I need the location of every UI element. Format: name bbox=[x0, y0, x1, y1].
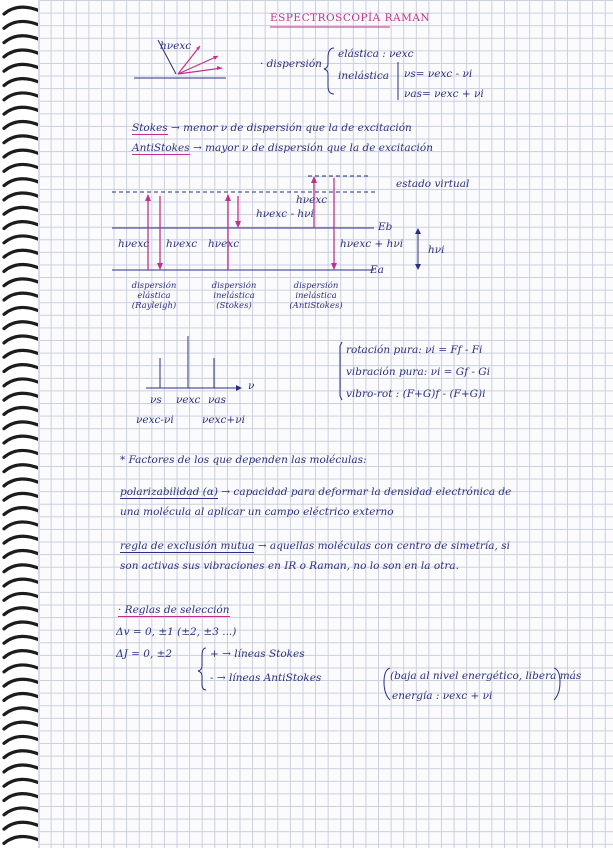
spiral-coil bbox=[4, 365, 40, 372]
spiral-coil bbox=[4, 651, 40, 658]
selection-brace bbox=[38, 0, 613, 720]
selection-note2: energía : νexc + νi bbox=[392, 690, 493, 702]
spiral-coil bbox=[4, 479, 40, 486]
spiral-coil bbox=[4, 150, 40, 157]
antistokes-term: AntiStokes bbox=[132, 142, 190, 154]
spiral-coil bbox=[4, 665, 40, 672]
factors-heading: * Factores de los que dependen las moléculas: bbox=[120, 454, 367, 466]
spiral-coil bbox=[4, 465, 40, 472]
formula-vibration: vibración pura: νi = Gf - Gi bbox=[346, 366, 491, 378]
notebook-page bbox=[38, 0, 613, 848]
spiral-coil bbox=[4, 164, 40, 171]
antistokes-text: → mayor ν de dispersión que la de excitación bbox=[192, 142, 433, 154]
spiral-coil bbox=[4, 7, 40, 14]
selection-note1: (baja al nivel energético, libera más bbox=[390, 670, 582, 682]
rayleigh-caption: dispersión elástica (Rayleigh) bbox=[131, 281, 177, 311]
spiral-coil bbox=[4, 536, 40, 543]
inelastic-label: inelástica bbox=[338, 70, 390, 82]
spiral-coil bbox=[4, 250, 40, 257]
nu-as-formula: νas= νexc + νi bbox=[404, 88, 484, 100]
spiral-coil bbox=[4, 193, 40, 200]
eb-label: Eb bbox=[378, 221, 393, 233]
spiral-coil bbox=[4, 422, 40, 429]
spiral-coil bbox=[4, 722, 40, 729]
spiral-coil bbox=[4, 79, 40, 86]
spiral-coil bbox=[4, 93, 40, 100]
spiral-coil bbox=[4, 579, 40, 586]
spiral-coil bbox=[4, 265, 40, 272]
spiral-coil bbox=[4, 622, 40, 629]
spiral-coil bbox=[4, 293, 40, 300]
scatter-hv-exc: hνexc bbox=[160, 40, 192, 52]
selection-dj: ΔJ = 0, ±2 bbox=[116, 648, 173, 660]
spiral-coil bbox=[4, 636, 40, 643]
selection-minus: - → líneas AntiStokes bbox=[210, 672, 322, 684]
spiral-coil bbox=[4, 551, 40, 558]
rayleigh-hv-out: hνexc bbox=[166, 238, 198, 250]
selection-heading: · Reglas de selección bbox=[118, 604, 230, 616]
antistokes-hv-out: hνexc + hνi bbox=[340, 238, 404, 250]
selection-plus: + → líneas Stokes bbox=[210, 648, 305, 660]
spiral-coil bbox=[4, 765, 40, 772]
spectrum-below-as: νexc+νi bbox=[202, 414, 245, 426]
elastic-label: elástica : νexc bbox=[338, 48, 414, 60]
antistokes-hv-in: hνexc bbox=[296, 194, 328, 206]
spiral-coil bbox=[4, 322, 40, 329]
formula-rotation: rotación pura: νi = Ff - Fi bbox=[346, 344, 483, 356]
spiral-coil bbox=[4, 679, 40, 686]
rayleigh-hv-in: hνexc bbox=[118, 238, 150, 250]
spiral-coil bbox=[4, 207, 40, 214]
spiral-coil bbox=[4, 36, 40, 43]
spectrum-nu-s: νs bbox=[150, 394, 162, 406]
spectrum-axis-label: ν bbox=[248, 380, 255, 392]
spiral-coil bbox=[4, 236, 40, 243]
spiral-coil bbox=[4, 107, 40, 114]
spiral-coil bbox=[4, 336, 40, 343]
spiral-coil bbox=[4, 694, 40, 701]
selection-dv: Δv = 0, ±1 (±2, ±3 ...) bbox=[116, 626, 237, 638]
spiral-coil bbox=[4, 608, 40, 615]
spiral-coil bbox=[4, 307, 40, 314]
spectrum-nu-as: νas bbox=[208, 394, 227, 406]
spiral-coil bbox=[4, 508, 40, 515]
spiral-coil bbox=[4, 808, 40, 815]
formula-vibrorot: vibro-rot : (F+G)f - (F+G)i bbox=[346, 388, 486, 400]
spectrum-nu-exc: νexc bbox=[176, 394, 201, 406]
spiral-coil bbox=[4, 279, 40, 286]
polarizability-text1: → capacidad para deformar la densidad electrónica de bbox=[221, 486, 512, 498]
stokes-caption: dispersión inelástica (Stokes) bbox=[211, 281, 257, 311]
spiral-coil bbox=[4, 179, 40, 186]
spiral-coil bbox=[4, 736, 40, 743]
spiral-coil bbox=[4, 593, 40, 600]
spiral-coil bbox=[4, 837, 40, 844]
spiral-coil bbox=[4, 822, 40, 829]
spiral-coil bbox=[4, 436, 40, 443]
spiral-coil bbox=[4, 379, 40, 386]
spiral-coil bbox=[4, 21, 40, 28]
spiral-coil bbox=[4, 751, 40, 758]
spiral-coil bbox=[4, 50, 40, 57]
stokes-text: → menor ν de dispersión que la de excitación bbox=[171, 122, 412, 134]
spiral-coil bbox=[4, 708, 40, 715]
stokes-hv-out: hνexc - hνi bbox=[256, 208, 314, 220]
spiral-coil bbox=[4, 408, 40, 415]
exclusion-text1: → aquellas moléculas con centro de simetría, si bbox=[257, 540, 510, 552]
spiral-coil bbox=[4, 64, 40, 71]
spiral-coil bbox=[4, 136, 40, 143]
spiral-coil bbox=[4, 122, 40, 129]
stokes-term: Stokes bbox=[132, 122, 168, 134]
hv-i-label: hνi bbox=[428, 244, 445, 256]
spiral-coil bbox=[4, 493, 40, 500]
spiral-coil bbox=[4, 450, 40, 457]
polarizability-line2: una molécula al aplicar un campo eléctrico externo bbox=[120, 506, 394, 518]
stokes-hv-in: hνexc bbox=[208, 238, 240, 250]
spiral-coil bbox=[4, 522, 40, 529]
page-title: ESPECTROSCOPÍA RAMAN bbox=[270, 12, 431, 24]
nu-s-formula: νs= νexc - νi bbox=[404, 68, 473, 80]
spiral-coil bbox=[4, 779, 40, 786]
spiral-coil bbox=[4, 393, 40, 400]
spiral-coil bbox=[4, 350, 40, 357]
polarizability-term: polarizabilidad (α) bbox=[120, 486, 218, 498]
spiral-coil bbox=[4, 222, 40, 229]
spiral-coil bbox=[4, 565, 40, 572]
dispersion-label: · dispersión bbox=[260, 58, 322, 70]
spiral-coil bbox=[4, 794, 40, 801]
ea-label: Ea bbox=[370, 264, 384, 276]
antistokes-caption: dispersión inelástica (AntiStokes) bbox=[289, 281, 343, 311]
exclusion-line2: son activas sus vibraciones en IR o Raman, no lo son en la otra. bbox=[120, 560, 459, 572]
virtual-state-label: estado virtual bbox=[396, 178, 470, 190]
spectrum-below-s: νexc-νi bbox=[136, 414, 174, 426]
exclusion-term: regla de exclusión mutua bbox=[120, 540, 255, 552]
